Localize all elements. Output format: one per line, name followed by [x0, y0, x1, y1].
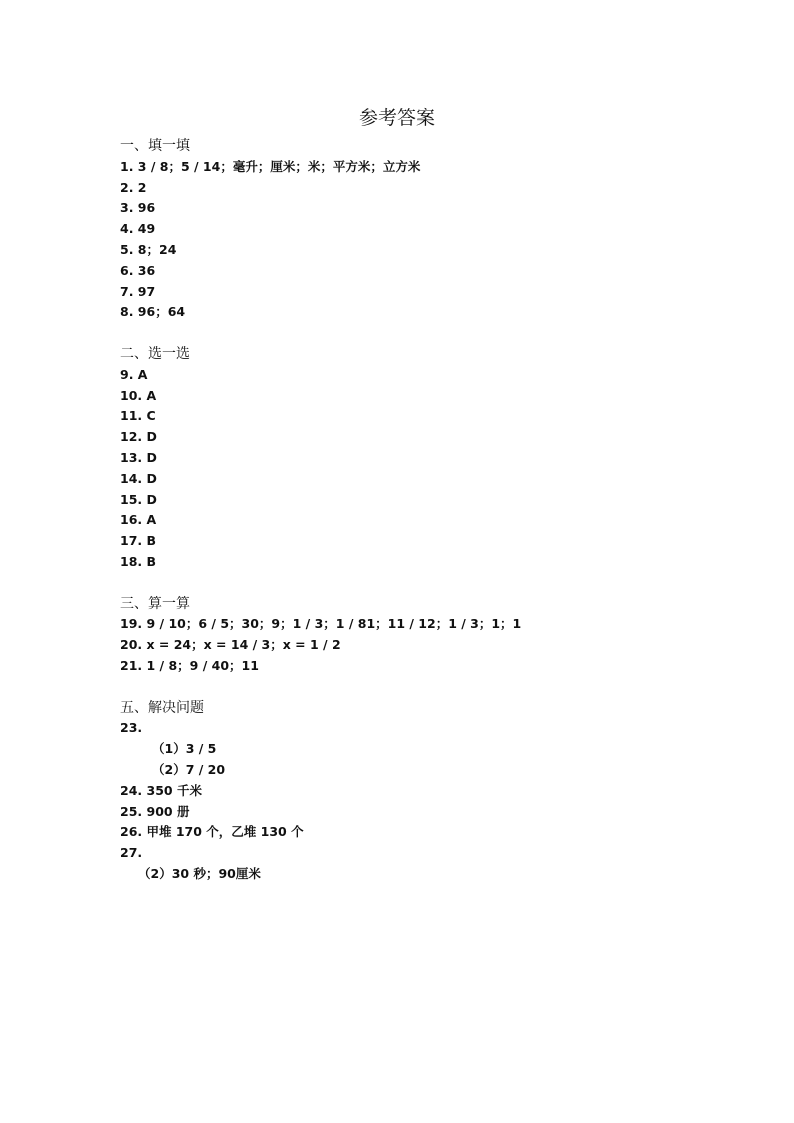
answer-item: 1. 3 / 8；5 / 14；毫升；厘米；米；平方米；立方米: [120, 158, 421, 174]
answer-item: 17. B: [120, 533, 157, 549]
answer-item: 23.: [120, 720, 143, 736]
answer-item: 15. D: [120, 491, 157, 507]
section-heading-choose: 二、选一选: [120, 345, 190, 362]
answer-item: 7. 97: [120, 283, 156, 299]
answer-item: 2. 2: [120, 179, 147, 195]
answer-item: 11. C: [120, 408, 156, 424]
section-gap: [120, 677, 734, 698]
section-heading-calc: 三、算一算: [120, 595, 190, 612]
answer-item: 14. D: [120, 470, 157, 486]
answer-item: 8. 96；64: [120, 304, 186, 320]
answer-item: 5. 8；24: [120, 241, 177, 257]
answer-item: 13. D: [120, 449, 157, 465]
section-gap: [120, 323, 734, 344]
answer-item: 6. 36: [120, 262, 156, 278]
answer-item: 16. A: [120, 512, 157, 528]
section-heading-fill: 一、填一填: [120, 138, 190, 154]
section-heading-solve: 五、解决问题: [120, 699, 204, 716]
answer-item: 26. 甲堆 170 个，乙堆 130 个: [120, 824, 304, 840]
answer-item: 25. 900 册: [120, 803, 190, 819]
answer-item: 21. 1 / 8；9 / 40；11: [120, 657, 259, 673]
answer-item: 10. A: [120, 387, 157, 403]
page-title: 参考答案: [358, 107, 435, 129]
answer-subitem: （2）30 秒；90厘米: [138, 865, 261, 881]
answer-item: 27.: [120, 845, 143, 861]
answer-subitem: （2）7 / 20: [152, 761, 226, 777]
answer-item: 18. B: [120, 553, 157, 569]
answer-item: 12. D: [120, 429, 157, 445]
answer-item: 4. 49: [120, 221, 156, 237]
answer-item: 20. x = 24；x = 14 / 3；x = 1 / 2: [120, 637, 341, 653]
section-gap: [120, 573, 734, 594]
answer-item: 24. 350 千米: [120, 782, 202, 798]
answer-item: 19. 9 / 10；6 / 5；30；9；1 / 3；1 / 81；11 / 12；1 / 3；1；1: [120, 616, 522, 632]
answer-item: 3. 96: [120, 200, 156, 216]
answer-subitem: （1）3 / 5: [152, 741, 217, 757]
answer-item: 9. A: [120, 366, 148, 382]
answer-content: [120, 136, 734, 885]
